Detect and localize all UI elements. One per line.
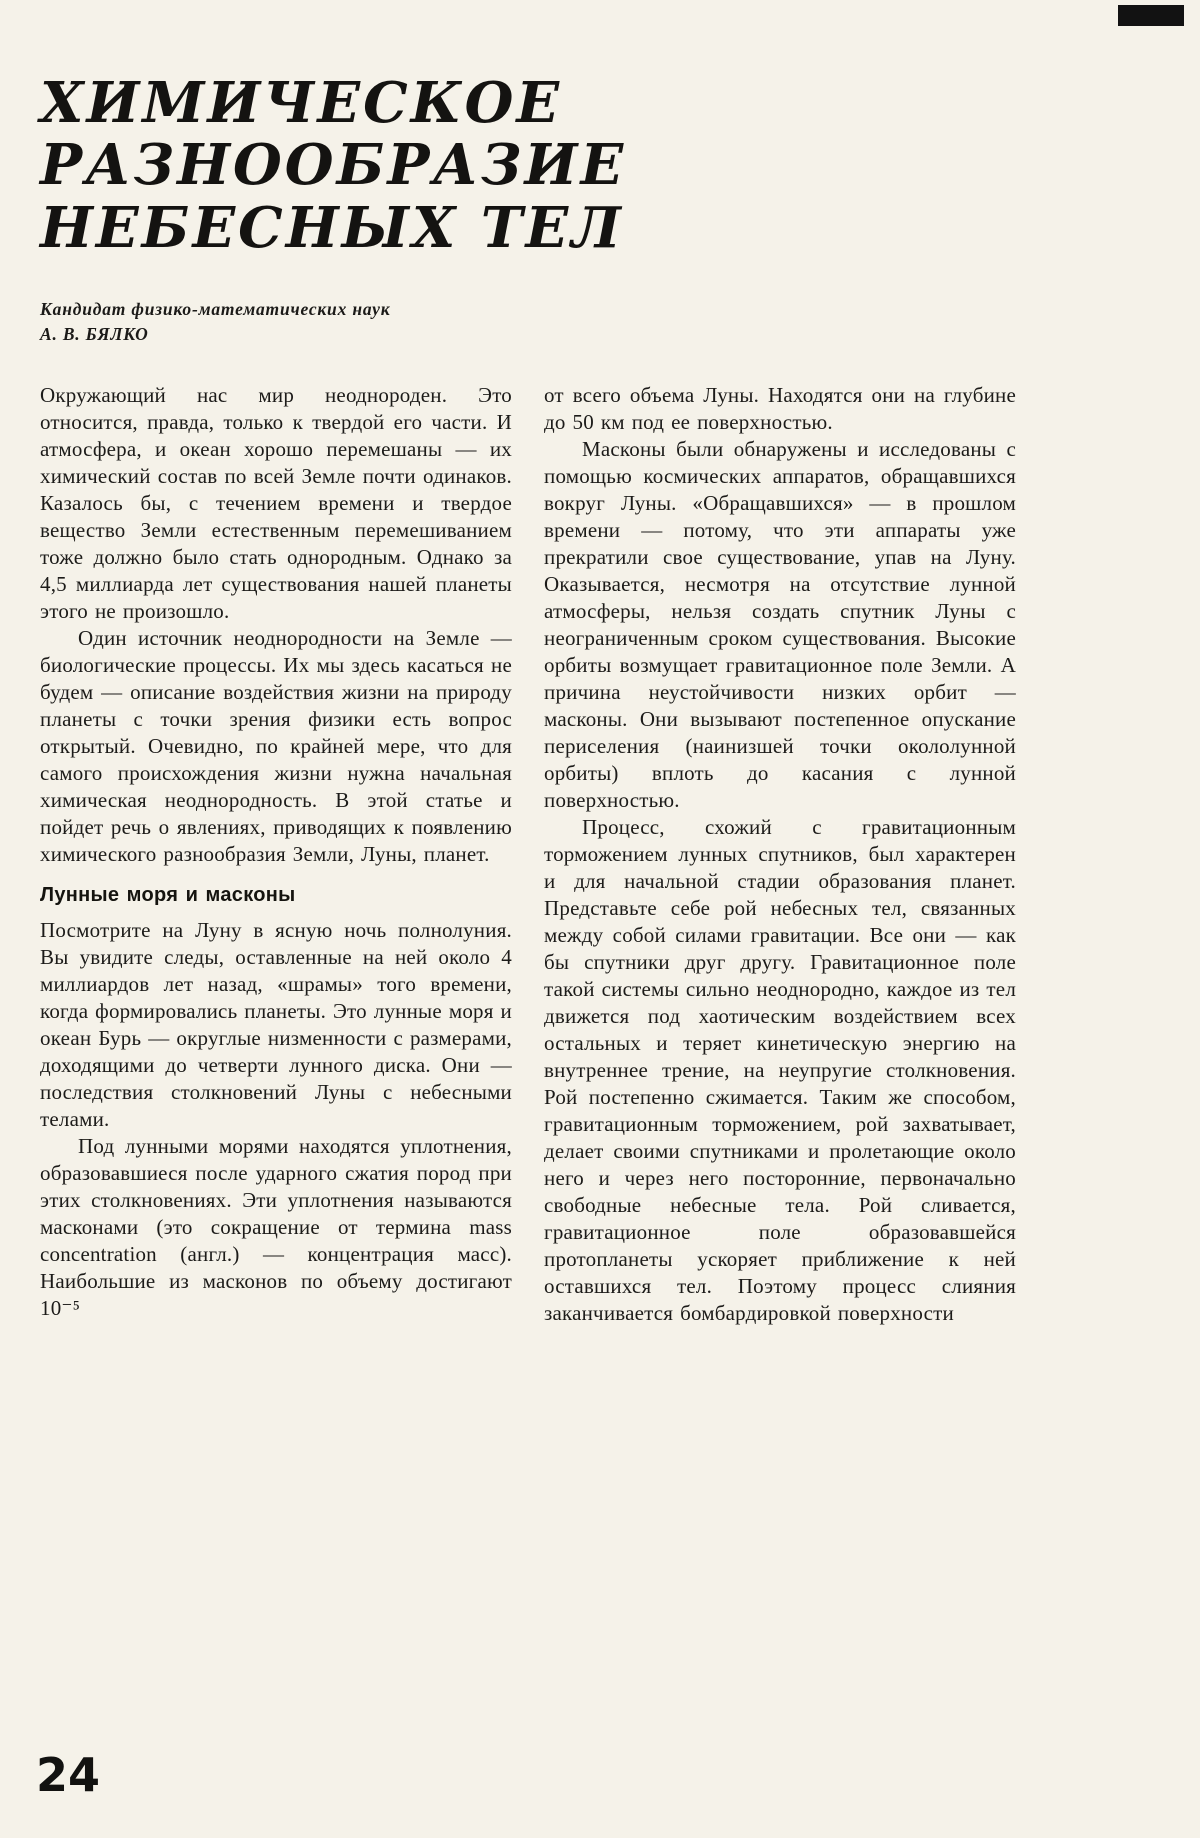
section-heading: Лунные моря и масконы — [40, 884, 296, 907]
body-column-right — [544, 382, 1016, 1327]
body-column-left — [40, 382, 512, 1327]
paragraph: Один источник неоднородности на Земле — биологические процессы. Их мы здесь касаться не будем — описание воздействия жизни на природу планеты с точки зрения физики есть вопрос открытый. Очевидно, по крайней мере, что для самого происхождения жизни нужна начальная химическая неоднородность. В этой статье и пойдет речь о явлениях, приводящих к появлению химического разнообразия Земли, Луны, планет. — [40, 626, 512, 867]
article-body — [40, 382, 1016, 1327]
author-name: А. В. БЯЛКО — [40, 323, 149, 344]
page-number: 24 — [36, 1748, 101, 1802]
paragraph: от всего объема Луны. Находятся они на глубине до 50 км под ее поверхностью. — [544, 383, 1016, 435]
paragraph: Процесс, схожий с гравитационным торможением лунных спутников, был характерен и для начальной стадии образования планет. Представьте себе рой небесных тел, связанных между собой силами гравитации. Все они — как бы спутники друг другу. Гравитационное поле такой системы сильно неоднородно, каждое из тел движется под хаотическим воздействием всех остальных и теряет кинетическую энергию на внутреннее трение, на неупругие столкновения. Рой постепенно сжимается. Таким же способом, гравитационным торможением, рой захватывает, делает своими спутниками и пролетающие около него и через него посторонние, первоначально свободные небесные тела. Рой сливается, гравитационное поле образовавшейся протопланеты ускоряет приближение к ней оставшихся тел. Поэтому процесс слияния заканчивается бомбардировкой поверхности — [544, 815, 1016, 1326]
author-degree: Кандидат физико-математических наук — [40, 299, 391, 320]
paragraph: Окружающий нас мир неоднороден. Это относится, правда, только к твердой его части. И атмосфера, и океан хорошо перемешаны — их химический состав по всей Земле почти одинаков. Казалось бы, с течением времени и твердое вещество Земли естественным перемешиванием тоже должно было стать однородным. Однако за 4,5 миллиарда лет существования нашей планеты этого не произошло. — [40, 383, 512, 624]
paragraph: Масконы были обнаружены и исследованы с помощью космических аппаратов, обращавшихся вокруг Луны. «Обращавшихся» — в прошлом времени — потому, что эти аппараты уже прекратили свое существование, упав на Луну. Оказывается, несмотря на отсутствие лунной атмосферы, нельзя создать спутник Луны с неограниченным сроком существования. Высокие орбиты возмущает гравитационное поле Земли. А причина неустойчивости низких орбит — масконы. Они вызывают постепенное опускание периселения (наинизшей точки окололунной орбиты) вплоть до касания с лунной поверхностью. — [544, 437, 1016, 813]
article-title — [40, 69, 1016, 261]
title-line-3: НЕБЕСНЫХ ТЕЛ — [40, 194, 624, 261]
paragraph: Под лунными морями находятся уплотнения, образовавшиеся после ударного сжатия пород при этих столкновениях. Эти уплотнения называются масконами (это сокращение от термина mass concentration (англ.) — концентрация масс). Наибольшие из масконов по объему достигают 10⁻⁵ — [40, 1134, 512, 1321]
title-line-1: ХИМИЧЕСКОЕ — [40, 69, 563, 136]
print-registration-mark — [1118, 5, 1184, 26]
title-line-2: РАЗНООБРАЗИЕ — [40, 132, 627, 199]
paragraph: Посмотрите на Луну в ясную ночь полнолуния. Вы увидите следы, оставленные на ней около 4 миллиардов лет назад, «шрамы» того времени, когда формировались планеты. Это лунные моря и океан Бурь — округлые низменности с размерами, доходящими до четверти лунного диска. Они — последствия столкновений Луны с небесными телами. — [40, 918, 512, 1132]
byline — [40, 297, 1016, 346]
